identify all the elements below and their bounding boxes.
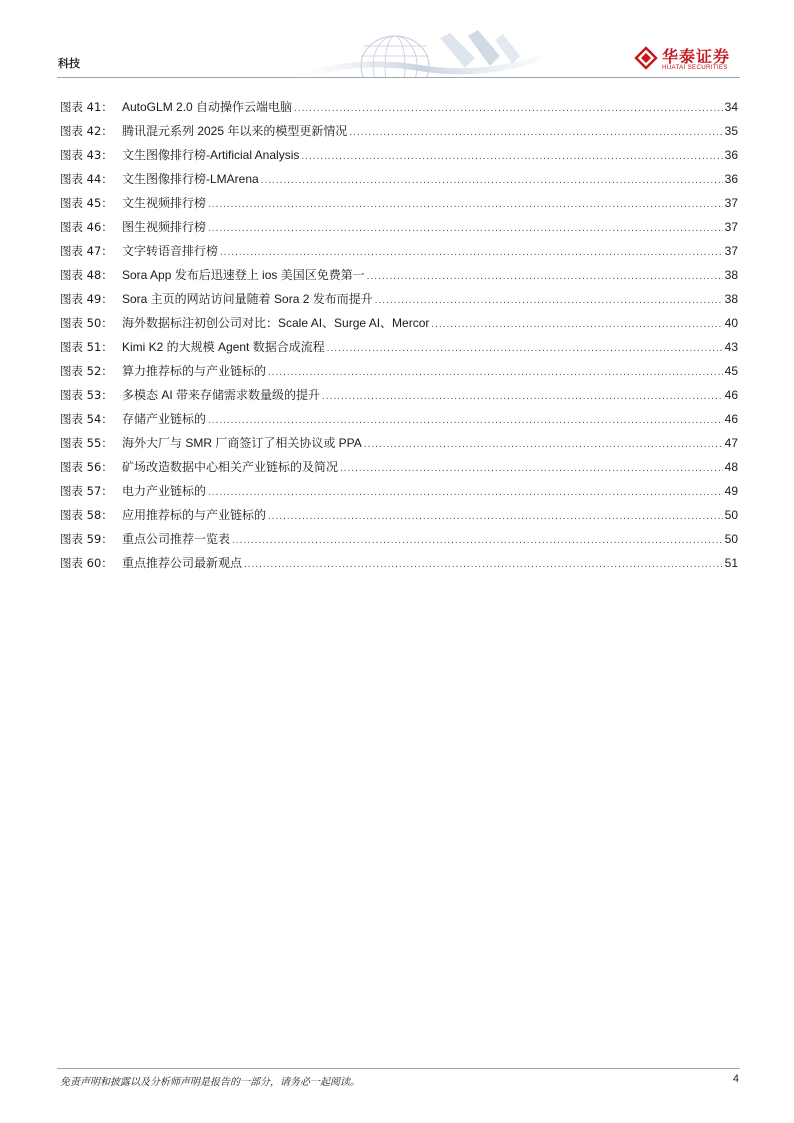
- toc-entry-page[interactable]: 48: [724, 460, 738, 474]
- toc-leader-dots: [322, 385, 723, 409]
- toc-entry-label: 图表 56：: [60, 460, 113, 474]
- toc-entry[interactable]: [60, 551, 738, 575]
- toc-leader-dots: [208, 481, 723, 505]
- toc-leader-dots: [232, 529, 723, 553]
- toc-entry-title[interactable]: 电力产业链标的: [122, 484, 207, 498]
- page-header: [0, 0, 794, 80]
- toc-entry-label: 图表 41：: [60, 100, 113, 114]
- toc-entry-title[interactable]: 文生图像排行榜-LMArena: [122, 172, 259, 186]
- toc-entry-label: 图表 45：: [60, 196, 113, 210]
- toc-leader-dots: [364, 433, 723, 457]
- toc-leader-dots: [208, 217, 723, 241]
- toc-entry-title[interactable]: 多模态 AI 带来存储需求数量级的提升: [122, 388, 321, 402]
- toc-leader-dots: [208, 409, 723, 433]
- toc-leader-dots: [327, 337, 723, 361]
- toc-leader-dots: [294, 97, 723, 121]
- toc-entry[interactable]: [60, 239, 738, 263]
- toc-entry-title[interactable]: 应用推荐标的与产业链标的: [122, 508, 267, 522]
- toc-entry[interactable]: [60, 191, 738, 215]
- page-number: 4: [732, 1073, 739, 1085]
- toc-entry-page[interactable]: 37: [724, 196, 738, 210]
- toc-entry-label: 图表 59：: [60, 532, 113, 546]
- toc-entry-page[interactable]: 37: [724, 220, 738, 234]
- toc-entry-label: 图表 49：: [60, 292, 113, 306]
- toc-entry-title[interactable]: Kimi K2 的大规模 Agent 数据合成流程: [122, 340, 325, 354]
- toc-entry-page[interactable]: 51: [724, 556, 738, 570]
- toc-entry-label: 图表 43：: [60, 148, 113, 162]
- toc-entry-page[interactable]: 40: [724, 316, 738, 330]
- toc-entry[interactable]: [60, 215, 738, 239]
- logo-mark-icon: [634, 46, 658, 70]
- toc-entry-page[interactable]: 47: [724, 436, 738, 450]
- toc-entry[interactable]: [60, 119, 738, 143]
- disclaimer-text: 免责声明和披露以及分析师声明是报告的一部分，请务必一起阅读。: [60, 1077, 360, 1088]
- toc-entry-page[interactable]: 50: [724, 532, 738, 546]
- toc-entry[interactable]: [60, 359, 738, 383]
- logo-text-en: HUATAI SECURITIES: [662, 64, 728, 71]
- toc-entry-label: 图表 58：: [60, 508, 113, 522]
- toc-entry[interactable]: [60, 167, 738, 191]
- toc-entry-title[interactable]: 图生视频排行榜: [122, 220, 207, 234]
- toc-leader-dots: [340, 457, 723, 481]
- toc-leader-dots: [244, 553, 723, 577]
- toc-leader-dots: [367, 265, 723, 289]
- toc-entry-title[interactable]: 矿场改造数据中心相关产业链标的及简况: [122, 460, 339, 474]
- toc-entry[interactable]: [60, 431, 738, 455]
- toc-entry-label: 图表 47：: [60, 244, 113, 258]
- toc-entry-title[interactable]: 算力推荐标的与产业链标的: [122, 364, 267, 378]
- toc-entry-title[interactable]: 文生图像排行榜-Artificial Analysis: [122, 148, 300, 162]
- toc-entry-label: 图表 57：: [60, 484, 113, 498]
- toc-entry-title[interactable]: 腾讯混元系列 2025 年以来的模型更新情况: [122, 124, 348, 138]
- toc-entry-title[interactable]: 文字转语音排行榜: [122, 244, 219, 258]
- toc-entry-title[interactable]: 海外大厂与 SMR 厂商签订了相关协议或 PPA: [122, 436, 362, 450]
- toc-leader-dots: [208, 193, 723, 217]
- toc-entry-title[interactable]: 文生视频排行榜: [122, 196, 207, 210]
- globe-graphic: [300, 28, 540, 78]
- toc-leader-dots: [431, 313, 722, 337]
- toc-entry[interactable]: [60, 479, 738, 503]
- toc-entry[interactable]: [60, 503, 738, 527]
- toc-leader-dots: [301, 145, 722, 169]
- toc-entry[interactable]: [60, 455, 738, 479]
- footer-divider: [57, 1068, 740, 1069]
- toc-entry-label: 图表 53：: [60, 388, 113, 402]
- toc-leader-dots: [268, 361, 723, 385]
- toc-entry-label: 图表 51：: [60, 340, 113, 354]
- toc-entry-page[interactable]: 45: [724, 364, 738, 378]
- toc-entry-label: 图表 50：: [60, 316, 113, 330]
- toc-entry-label: 图表 46：: [60, 220, 113, 234]
- toc-entry-page[interactable]: 50: [724, 508, 738, 522]
- toc-entry[interactable]: [60, 407, 738, 431]
- toc-entry[interactable]: [60, 383, 738, 407]
- company-logo: [634, 44, 744, 74]
- toc-entry[interactable]: [60, 335, 738, 359]
- toc-entry-page[interactable]: 36: [724, 172, 738, 186]
- toc-entry-title[interactable]: 重点公司推荐一览表: [122, 532, 231, 546]
- toc-entry[interactable]: [60, 527, 738, 551]
- toc-entry-label: 图表 42：: [60, 124, 113, 138]
- toc-entry-label: 图表 52：: [60, 364, 113, 378]
- toc-entry-label: 图表 54：: [60, 412, 113, 426]
- toc-entry[interactable]: [60, 287, 738, 311]
- logo-text-cn: 华泰证券: [662, 47, 731, 66]
- toc-entry-page[interactable]: 35: [724, 124, 738, 138]
- toc-entry-label: 图表 44：: [60, 172, 113, 186]
- toc-entry-page[interactable]: 49: [724, 484, 738, 498]
- toc-entry-label: 图表 55：: [60, 436, 113, 450]
- toc-entry-title[interactable]: Sora App 发布后迅速登上 ios 美国区免费第一: [122, 268, 365, 282]
- toc-entry[interactable]: [60, 263, 738, 287]
- toc-entry[interactable]: [60, 95, 738, 119]
- toc-entry[interactable]: [60, 311, 738, 335]
- toc-entry-title[interactable]: 海外数据标注初创公司对比：Scale AI、Surge AI、Mercor: [122, 316, 430, 330]
- toc-entry-label: 图表 60：: [60, 556, 113, 570]
- section-label: 科技: [58, 57, 80, 70]
- toc-entry-title[interactable]: 重点推荐公司最新观点: [122, 556, 243, 570]
- toc-entry[interactable]: [60, 143, 738, 167]
- toc-entry-title[interactable]: 存储产业链标的: [122, 412, 207, 426]
- toc-entry-page[interactable]: 34: [724, 100, 738, 114]
- toc-leader-dots: [375, 289, 723, 313]
- toc-entry-page[interactable]: 43: [724, 340, 738, 354]
- toc-entry-page[interactable]: 36: [724, 148, 738, 162]
- toc-leader-dots: [349, 121, 722, 145]
- toc-leader-dots: [268, 505, 723, 529]
- header-divider: [57, 77, 740, 78]
- toc-entry-page[interactable]: 37: [724, 244, 738, 258]
- toc-entry-title[interactable]: AutoGLM 2.0 自动操作云端电脑: [122, 100, 293, 114]
- toc-entry-page[interactable]: 38: [724, 292, 738, 306]
- toc-entry-page[interactable]: 46: [724, 388, 738, 402]
- figure-index-list: [60, 95, 738, 575]
- toc-leader-dots: [261, 169, 723, 193]
- toc-leader-dots: [220, 241, 723, 265]
- toc-entry-title[interactable]: Sora 主页的网站访问量随着 Sora 2 发布而提升: [122, 292, 373, 306]
- toc-entry-label: 图表 48：: [60, 268, 113, 282]
- toc-entry-page[interactable]: 38: [724, 268, 738, 282]
- toc-entry-page[interactable]: 46: [724, 412, 738, 426]
